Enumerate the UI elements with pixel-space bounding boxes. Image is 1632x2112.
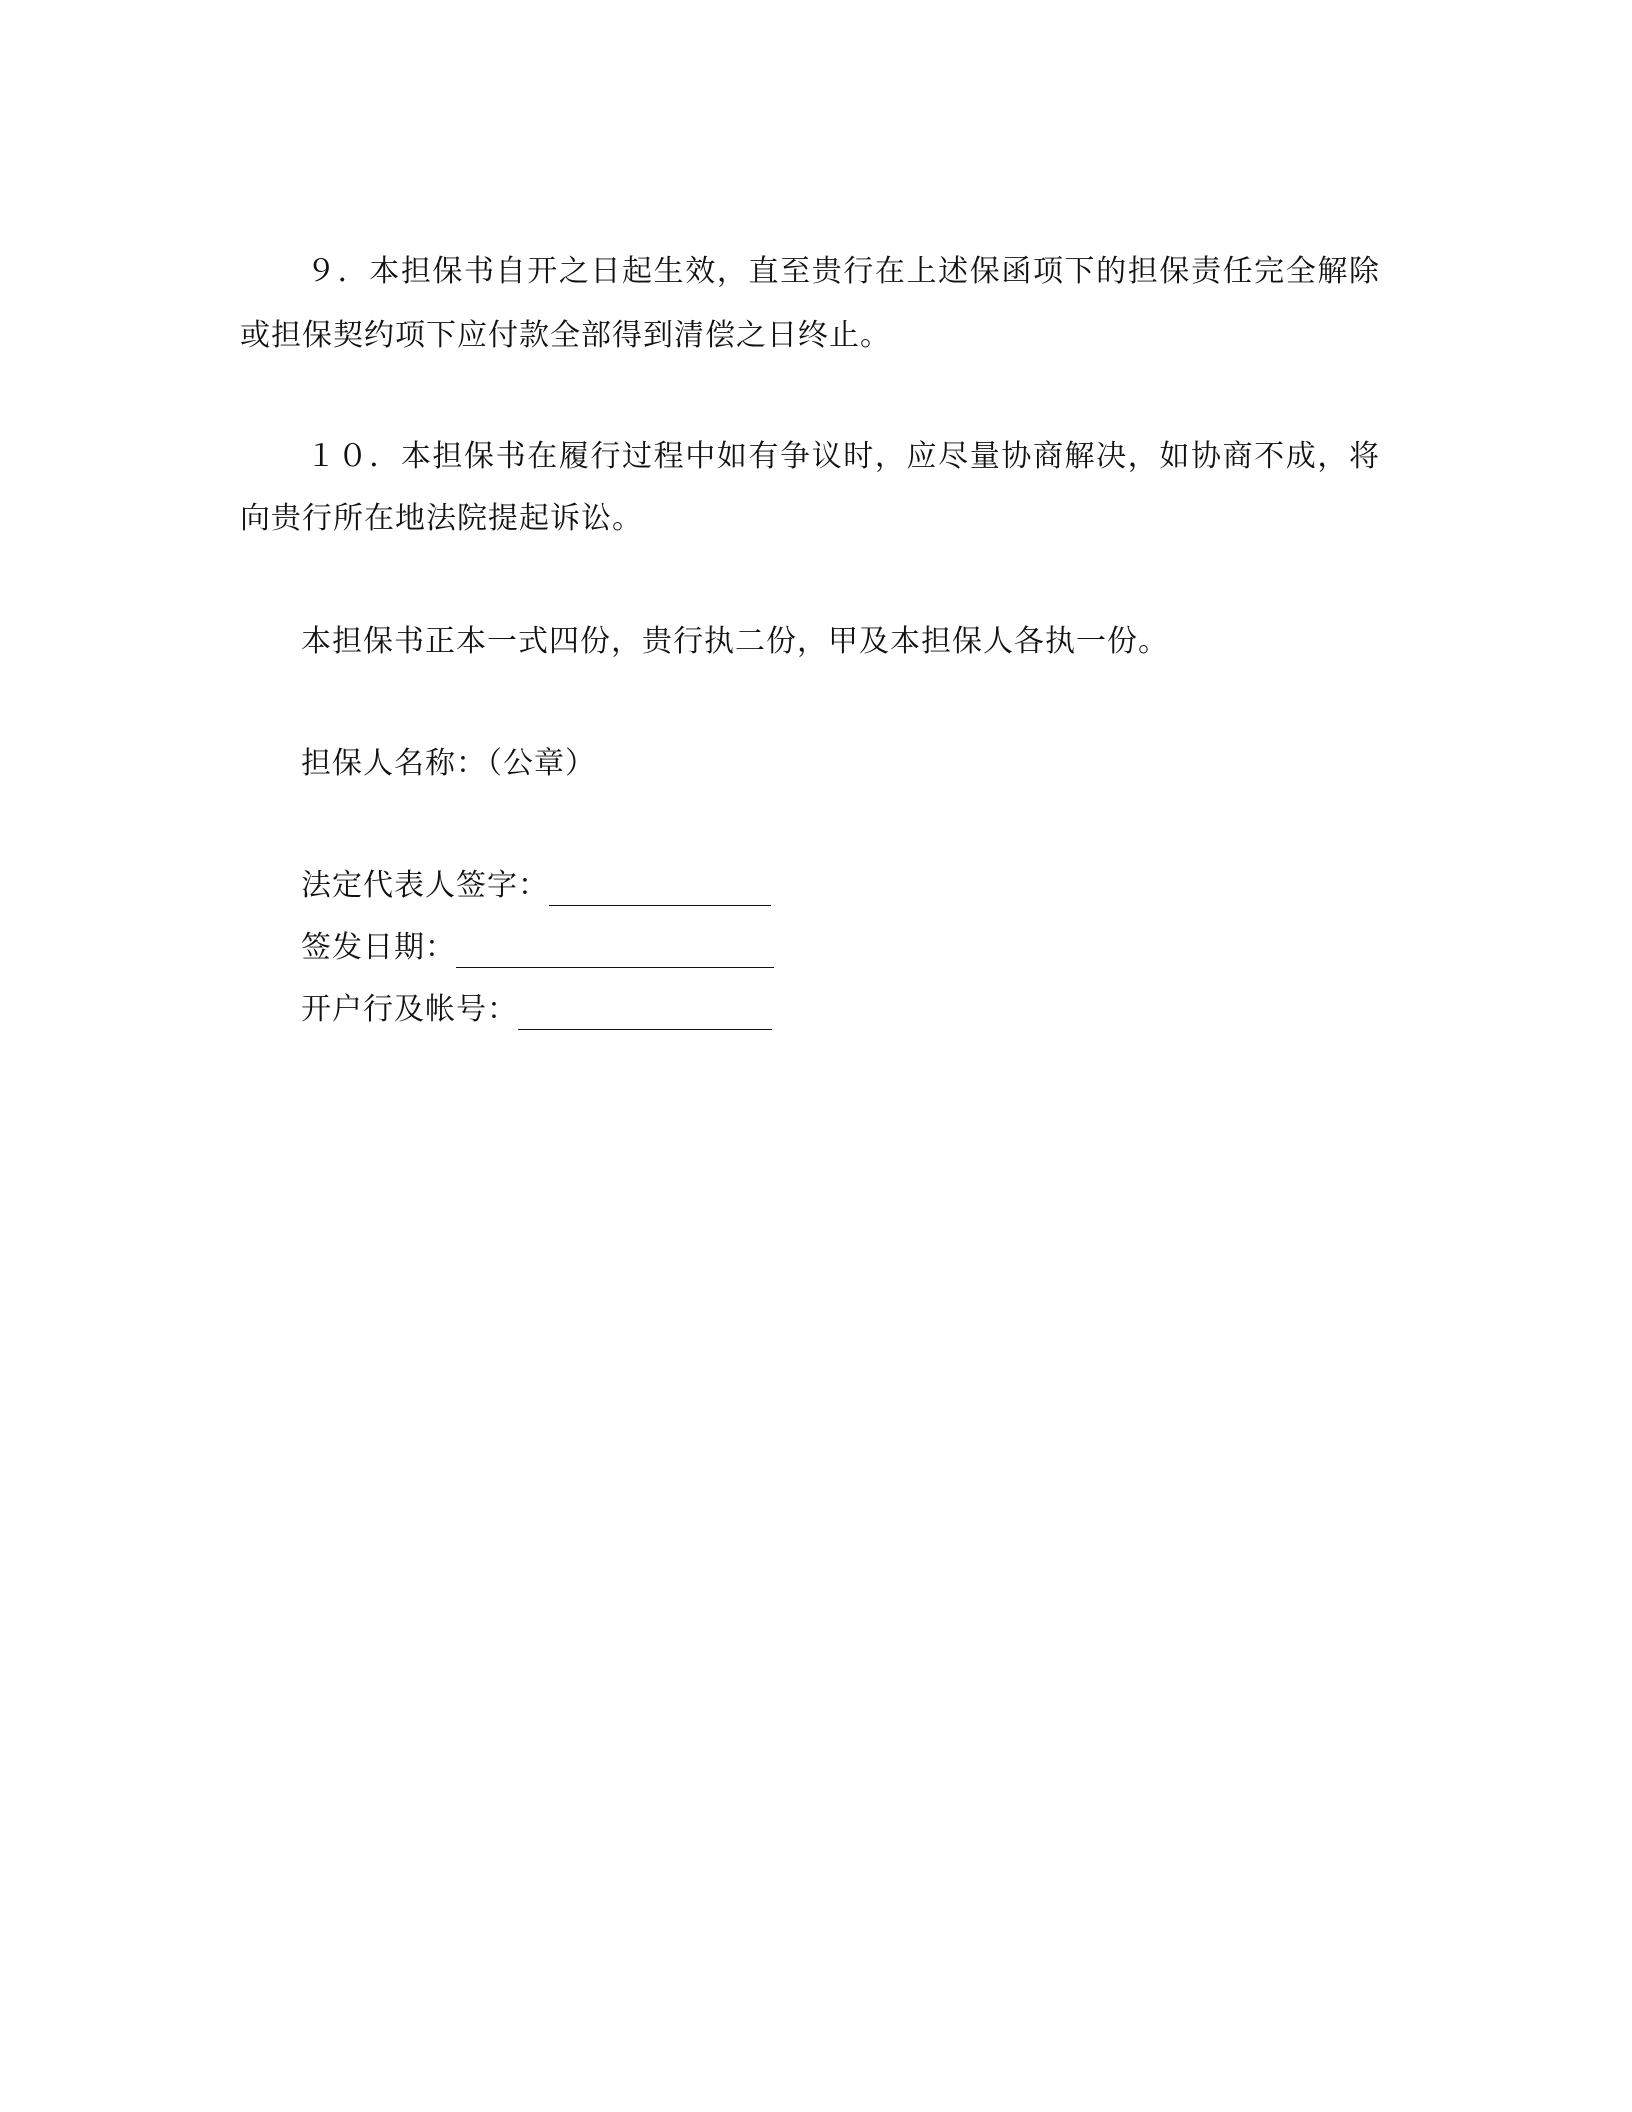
issue-date-blank[interactable] (456, 933, 774, 968)
clause-9-line-1: ９．本担保书自开之日起生效，直至贵行在上述保函项下的担保责任完全解除 (306, 254, 1380, 289)
clause-10-line-2: 向贵行所在地法院提起诉讼。 (240, 501, 643, 536)
clause-10-line-1: １０．本担保书在履行过程中如有争议时，应尽量协商解决，如协商不成，将 (306, 439, 1380, 474)
bank-account-blank[interactable] (518, 995, 772, 1030)
legal-representative-blank[interactable] (549, 871, 771, 906)
issue-date-label: 签发日期： (301, 930, 456, 965)
guarantor-name-label: 担保人名称：（公章） (301, 746, 596, 781)
clause-9-line-2: 或担保契约项下应付款全部得到清偿之日终止。 (240, 318, 891, 353)
legal-representative-signature-field (301, 866, 771, 906)
legal-representative-label: 法定代表人签字： (301, 868, 549, 903)
issue-date-field (301, 928, 774, 968)
copies-statement: 本担保书正本一式四份，贵行执二份，甲及本担保人各执一份。 (301, 624, 1169, 659)
bank-account-field (301, 990, 772, 1030)
bank-account-label: 开户行及帐号： (301, 992, 518, 1027)
